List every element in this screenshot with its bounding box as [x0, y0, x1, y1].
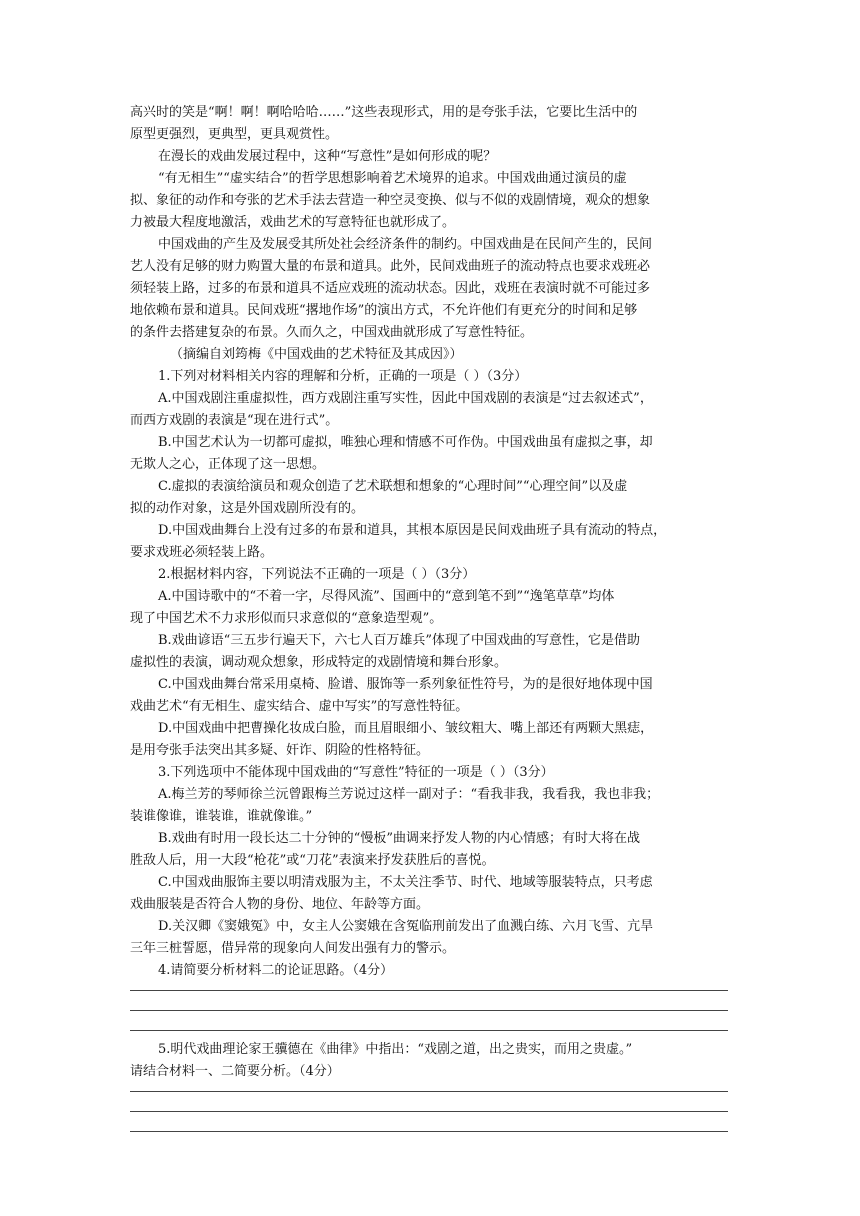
- text-line: 戏曲服装是否符合人物的身份、地位、年龄等方面。: [130, 897, 430, 912]
- text-line: A.梅兰芳的琴师徐兰沅曾跟梅兰芳说过这样一副对子：“看我非我，我看我，我也非我；: [158, 787, 660, 802]
- text-line: B.戏曲有时用一段长达二十分钟的“慢板”曲调来抒发人物的内心情感；有时大将在战: [158, 831, 640, 846]
- text-line: 3.下列选项中不能体现中国戏曲的“写意性”特征的一项是（ ）（3分）: [158, 765, 554, 780]
- answer-line: [130, 1091, 728, 1092]
- text-line: “有无相生”“虚实结合”的哲学思想影响着艺术境界的追求。中国戏曲通过演员的虚: [158, 171, 627, 186]
- passage-and-questions: [130, 102, 730, 982]
- text-line: 4.请简要分析材料二的论证思路。（4分）: [158, 963, 394, 978]
- text-line: 高兴时的笑是“啊！啊！啊哈哈哈……”这些表现形式，用的是夸张手法，它要比生活中的: [130, 105, 638, 120]
- text-line: B.戏曲谚语“三五步行遍天下，六七人百万雄兵”体现了中国戏曲的写意性，它是借助: [158, 633, 640, 648]
- answer-line: [130, 1030, 728, 1031]
- text-line: 要求戏班必须轻装上路。: [130, 545, 274, 560]
- text-line: 2.根据材料内容，下列说法不正确的一项是（ ）（3分）: [158, 567, 476, 582]
- text-line: 拟的动作对象，这是外国戏剧所没有的。: [130, 501, 365, 516]
- q5-text-line: 请结合材料一、二简要分析。（4分）: [130, 1064, 340, 1079]
- text-line: 装谁像谁，谁装谁，谁就像谁。”: [130, 809, 313, 824]
- text-line: D.中国戏曲舞台上没有过多的布景和道具，其根本原因是民间戏曲班子具有流动的特点，: [158, 523, 667, 538]
- text-line: 胜敌人后，用一大段“枪花”或“刀花”表演来抒发获胜后的喜悦。: [130, 853, 495, 868]
- answer-line: [130, 1010, 728, 1011]
- text-line: D.关汉卿《窦娥冤》中，女主人公窦娥在含冤临刑前发出了血溅白练、六月飞雪、亢旱: [158, 919, 654, 934]
- text-line: 须轻装上路，过多的布景和道具不适应戏班的流动状态。因此，戏班在表演时就不可能过多: [130, 281, 651, 296]
- answer-area-q4: [130, 990, 730, 1031]
- text-line: 原型更强烈，更典型，更具观赏性。: [130, 127, 339, 142]
- text-line: A.中国诗歌中的“不着一字，尽得风流”、国画中的“意到笔不到”“逸笔草草”均体: [158, 589, 615, 604]
- text-line: 现了中国艺术不力求形似而只求意似的“意象造型观”。: [130, 611, 443, 626]
- answer-line: [130, 1111, 728, 1112]
- text-line: 力被最大程度地激活，戏曲艺术的写意特征也就形成了。: [130, 215, 456, 230]
- text-line: 拟、象征的动作和夸张的艺术手法去营造一种空灵变换、似与不似的戏剧情境，观众的想象: [130, 193, 651, 208]
- text-line: 无欺人之心，正体现了这一思想。: [130, 457, 326, 472]
- text-line: 而西方戏剧的表演是“现在进行式”。: [130, 413, 339, 428]
- text-line: 1.下列对材料相关内容的理解和分析，正确的一项是（ ）（3分）: [158, 369, 528, 384]
- text-line: B.中国艺术认为一切都可虚拟，唯独心理和情感不可作伪。中国戏曲虽有虚拟之事，却: [158, 435, 653, 450]
- document-page: [130, 102, 730, 1132]
- text-line: C.中国戏曲舞台常采用桌椅、脸谱、服饰等一系列象征性符号，为的是很好地体现中国: [158, 677, 653, 692]
- answer-line: [130, 1131, 728, 1132]
- text-line: D.中国戏曲中把曹操化妆成白脸，而且眉眼细小、皱纹粗大、嘴上部还有两颗大黑痣，: [158, 721, 654, 736]
- text-line: C.虚拟的表演给演员和观众创造了艺术联想和想象的“心理时间”“心理空间”以及虚: [158, 479, 628, 494]
- q5-text-line: 5.明代戏曲理论家王骥德在《曲律》中指出：“戏剧之道，出之贵实，而用之贵虚。”: [158, 1042, 633, 1057]
- text-line: 戏曲艺术“有无相生、虚实结合、虚中写实”的写意性特征。: [130, 699, 469, 714]
- text-line: 的条件去搭建复杂的布景。久而久之，中国戏曲就形成了写意性特征。: [130, 325, 534, 340]
- text-line: 是用夸张手法突出其多疑、奸诈、阴险的性格特征。: [130, 743, 430, 758]
- text-line: 地依赖布景和道具。民间戏班“撂地作场”的演出方式，不允许他们有更充分的时间和足够: [130, 303, 638, 318]
- text-line: 三年三桩誓愿，借异常的现象向人间发出强有力的警示。: [130, 941, 456, 956]
- text-line: （摘编自刘筠梅《中国戏曲的艺术特征及其成因》）: [170, 347, 463, 362]
- text-line: 艺人没有足够的财力购置大量的布景和道具。此外，民间戏曲班子的流动特点也要求戏班必: [130, 259, 651, 274]
- question-5: [130, 1039, 730, 1083]
- text-line: C.中国戏曲服饰主要以明清戏服为主，不太关注季节、时代、地域等服装特点，只考虑: [158, 875, 653, 890]
- text-line: 虚拟性的表演，调动观众想象，形成特定的戏剧情境和舞台形象。: [130, 655, 508, 670]
- text-line: 中国戏曲的产生及发展受其所处社会经济条件的制约。中国戏曲是在民间产生的，民间: [158, 237, 653, 252]
- text-line: 在漫长的戏曲发展过程中，这种“写意性”是如何形成的呢？: [158, 149, 497, 164]
- answer-area-q5: [130, 1091, 730, 1132]
- text-line: A.中国戏剧注重虚拟性，西方戏剧注重写实性，因此中国戏剧的表演是“过去叙述式”，: [158, 391, 653, 406]
- answer-line: [130, 990, 728, 991]
